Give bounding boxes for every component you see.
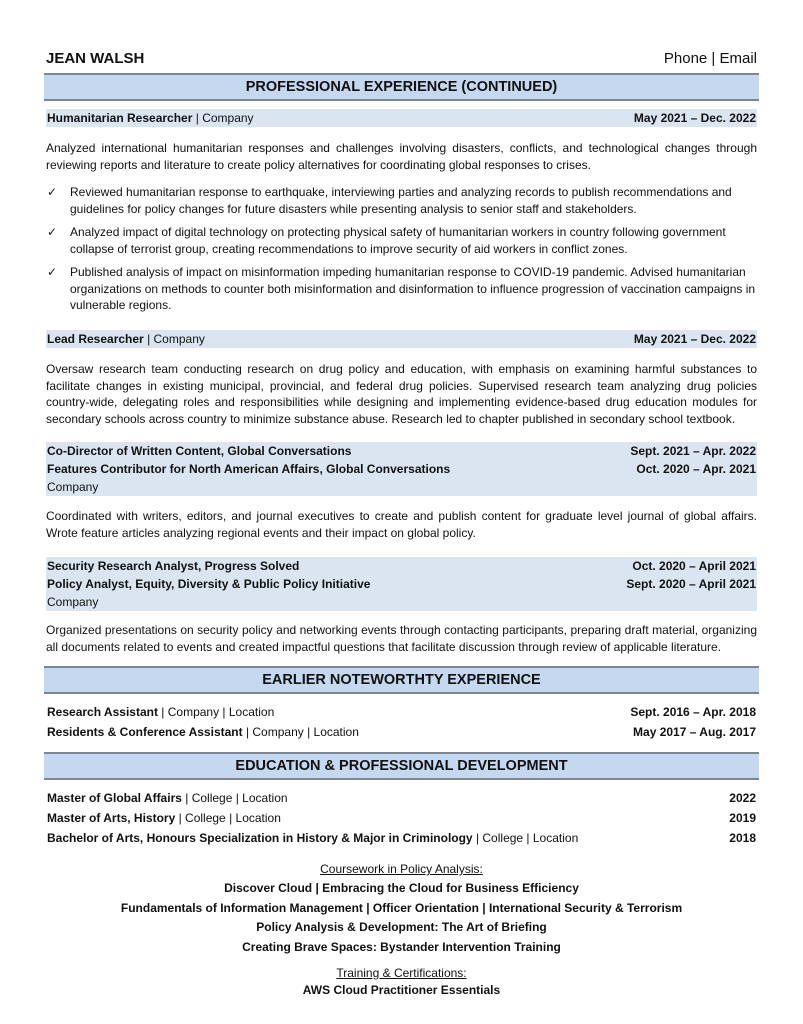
job-dates: Sept. 2021 – Apr. 2022 — [630, 444, 756, 458]
job-dates: May 2021 – Dec. 2022 — [633, 332, 756, 346]
role-title: Research Assistant — [47, 705, 158, 719]
degree-name: Master of Global Affairs — [47, 791, 182, 805]
job-dates: Sept. 2020 – April 2021 — [626, 577, 756, 591]
check-icon: ✓ — [47, 265, 58, 279]
bullet-text: Analyzed impact of digital technology on protecting physical safety of humanitarian workers in country following government collapse of terrorist group, creating recommendations to improve security of aid workers in conflict zones. — [70, 225, 726, 256]
job-title: Security Research Analyst, Progress Solved — [47, 559, 300, 573]
list-item — [46, 828, 757, 848]
list-item: Creating Brave Spaces: Bystander Intervention Training — [242, 939, 561, 954]
education-list — [46, 788, 757, 848]
job-company: Company — [47, 480, 99, 494]
degree-details: | College | Location — [175, 811, 281, 825]
role-dates: May 2017 – Aug. 2017 — [633, 725, 756, 739]
job-title: Humanitarian Researcher — [47, 111, 193, 125]
resume-page — [46, 0, 757, 1024]
list-item: Fundamentals of Information Management | Officer Orientation | International Security & Terrorism — [120, 900, 683, 915]
job-dates: Oct. 2020 – April 2021 — [632, 559, 756, 573]
earlier-experience-list — [46, 702, 757, 742]
list-item: AWS Cloud Practitioner Essentials — [302, 983, 501, 997]
job-heading-codirector — [46, 442, 757, 496]
list-item: Discover Cloud | Embracing the Cloud for Business Efficiency — [224, 881, 579, 895]
job-dates: Oct. 2020 – Apr. 2021 — [636, 462, 756, 476]
degree-year: 2018 — [729, 831, 756, 845]
role-dates: Sept. 2016 – Apr. 2018 — [630, 705, 756, 719]
check-icon: ✓ — [47, 225, 58, 239]
training-block — [46, 965, 757, 999]
role-details: | Company | Location — [242, 725, 359, 739]
degree-year: 2019 — [729, 811, 756, 825]
list-item — [46, 808, 757, 828]
list-item — [46, 264, 757, 314]
job-title: Policy Analyst, Equity, Diversity & Public Policy Initiative — [47, 577, 371, 591]
job-title: Lead Researcher — [47, 332, 144, 346]
bullet-text: Reviewed humanitarian response to earthquake, interviewing parties and analyzing records to publish recommendations and guidelines for policy changes for future disasters while presenting analysis to senior staff and stakeholders. — [70, 185, 732, 216]
coursework-block — [46, 861, 757, 957]
check-icon: ✓ — [47, 185, 58, 199]
training-heading: Training & Certifications: — [336, 966, 467, 980]
list-item — [46, 184, 757, 217]
list-item — [46, 224, 757, 257]
degree-year: 2022 — [729, 791, 756, 805]
job-heading-lead — [46, 330, 757, 348]
job-summary-security: Organized presentations on security policy and networking events through contacting participants, preparing draft material, organizing all documents related to events and created impactful questions that facilitate discussion through review of applicable literature. — [46, 623, 757, 654]
section-heading-education: EDUCATION & PROFESSIONAL DEVELOPMENT — [44, 752, 759, 780]
candidate-name: JEAN WALSH — [46, 49, 145, 67]
list-item — [46, 702, 757, 722]
list-item: Policy Analysis & Development: The Art of Briefing — [256, 920, 547, 934]
job-heading-security — [46, 557, 757, 611]
contact-info: Phone | Email — [663, 49, 757, 67]
job-title: Co-Director of Written Content, Global Conversations — [47, 444, 352, 458]
job-summary-humanitarian: Analyzed international humanitarian responses and challenges involving disasters, conflicts, and technological changes through reviewing reports and literature to create policy alternatives for coordinating global responses to crises. — [46, 141, 757, 172]
list-item — [46, 788, 757, 808]
degree-details: | College | Location — [472, 831, 579, 845]
job-company: | Company — [192, 111, 254, 125]
degree-details: | College | Location — [181, 791, 288, 805]
resume-header — [46, 48, 757, 68]
job-bullets-humanitarian — [46, 184, 757, 321]
bullet-text: Published analysis of impact on misinformation impeding humanitarian response to COVID-19 pandemic. Advised humanitarian organizations on methods to counter both misinformation and disinformation to influence progression of vaccination campaigns in vulnerable regions. — [70, 265, 756, 312]
role-title: Residents & Conference Assistant — [47, 725, 243, 739]
job-company: | Company — [143, 332, 205, 346]
job-company: Company — [47, 595, 99, 609]
job-dates: May 2021 – Dec. 2022 — [633, 111, 756, 125]
job-summary-codirector: Coordinated with writers, editors, and journal executives to create and publish content for graduate level journal of global affairs. Wrote feature articles analyzing regional events and their impact on global policy. — [46, 509, 757, 540]
job-summary-lead: Oversaw research team conducting research on drug policy and education, with emphasis on examining harmful substances to facilitate changes in existing municipal, provincial, and federal drug policies. Supervised research team analyzing drug policies country-wide, delegating roles and responsibilities while designing and implementing evidence-based drug education modules for secondary schools across country to minimize substance abuse. Research led to chapter published in secondary school textbook. — [46, 362, 757, 426]
degree-name: Master of Arts, History — [47, 811, 176, 825]
role-details: | Company | Location — [157, 705, 275, 719]
list-item — [46, 722, 757, 742]
job-heading-humanitarian — [46, 109, 757, 127]
coursework-heading: Coursework in Policy Analysis: — [320, 862, 483, 876]
job-title: Features Contributor for North American Affairs, Global Conversations — [47, 462, 451, 476]
section-heading-earlier: EARLIER NOTEWORTHTY EXPERIENCE — [44, 666, 759, 694]
degree-name: Bachelor of Arts, Honours Specialization in History & Major in Criminology — [47, 831, 473, 845]
section-heading-experience: PROFESSIONAL EXPERIENCE (CONTINUED) — [44, 73, 759, 101]
